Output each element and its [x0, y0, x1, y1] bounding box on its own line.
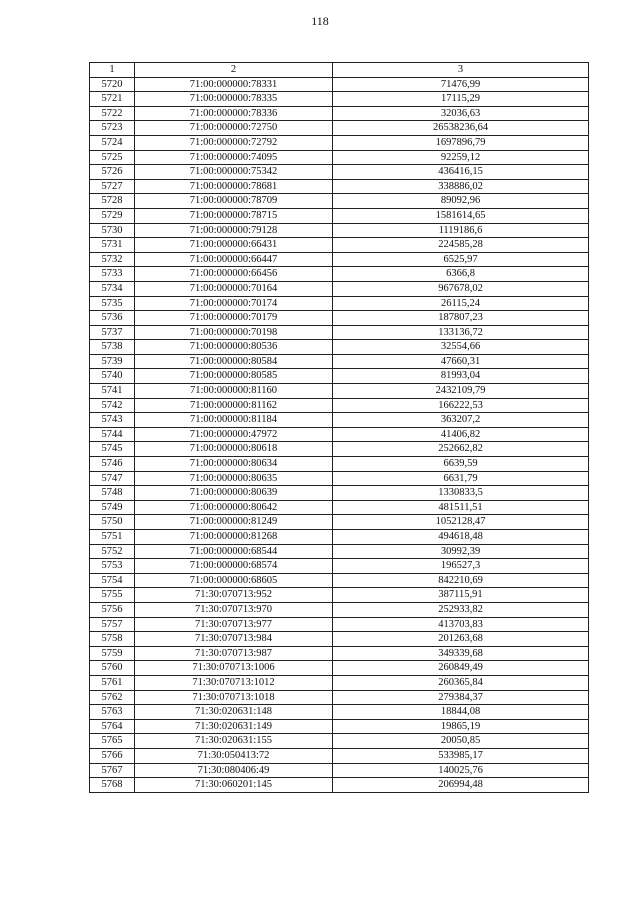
- value-cell: 387115,91: [333, 588, 589, 603]
- row-number-cell: 5768: [90, 778, 135, 793]
- table-row: [90, 223, 589, 238]
- table-row: [90, 705, 589, 720]
- row-number-cell: 5742: [90, 398, 135, 413]
- cadastral-number-cell: 71:00:000000:78709: [135, 194, 333, 209]
- table-row: [90, 208, 589, 223]
- value-cell: 481511,51: [333, 500, 589, 515]
- value-cell: 413703,83: [333, 617, 589, 632]
- value-cell: 260365,84: [333, 675, 589, 690]
- row-number-cell: 5760: [90, 661, 135, 676]
- cadastral-number-cell: 71:00:000000:80584: [135, 354, 333, 369]
- cadastral-number-cell: 71:00:000000:47972: [135, 427, 333, 442]
- table-row: [90, 238, 589, 253]
- cadastral-number-cell: 71:00:000000:80618: [135, 442, 333, 457]
- cadastral-number-cell: 71:30:070713:1012: [135, 675, 333, 690]
- row-number-cell: 5741: [90, 384, 135, 399]
- cadastral-number-cell: 71:00:000000:81160: [135, 384, 333, 399]
- row-number-cell: 5725: [90, 150, 135, 165]
- row-number-cell: 5740: [90, 369, 135, 384]
- value-cell: 1330833,5: [333, 486, 589, 501]
- value-cell: 279384,37: [333, 690, 589, 705]
- table-row: [90, 427, 589, 442]
- table-body: [90, 77, 589, 792]
- table-row: [90, 748, 589, 763]
- value-cell: 533985,17: [333, 748, 589, 763]
- table-row: [90, 92, 589, 107]
- value-cell: 252933,82: [333, 602, 589, 617]
- cadastral-number-cell: 71:00:000000:81184: [135, 413, 333, 428]
- value-cell: 252662,82: [333, 442, 589, 457]
- row-number-cell: 5726: [90, 165, 135, 180]
- table-row: [90, 340, 589, 355]
- table-row: [90, 763, 589, 778]
- table-row: [90, 106, 589, 121]
- value-cell: 349339,68: [333, 646, 589, 661]
- table-row: [90, 734, 589, 749]
- cadastral-number-cell: 71:30:070713:1006: [135, 661, 333, 676]
- table-row: [90, 398, 589, 413]
- value-cell: 30992,39: [333, 544, 589, 559]
- value-cell: 842210,69: [333, 573, 589, 588]
- value-cell: 26538236,64: [333, 121, 589, 136]
- table-row: [90, 442, 589, 457]
- row-number-cell: 5727: [90, 179, 135, 194]
- cadastral-number-cell: 71:00:000000:72792: [135, 135, 333, 150]
- table-row: [90, 369, 589, 384]
- row-number-cell: 5738: [90, 340, 135, 355]
- column-header-1: 1: [90, 63, 135, 78]
- table-row: [90, 646, 589, 661]
- row-number-cell: 5749: [90, 500, 135, 515]
- table-row: [90, 311, 589, 326]
- row-number-cell: 5750: [90, 515, 135, 530]
- row-number-cell: 5763: [90, 705, 135, 720]
- value-cell: 338886,02: [333, 179, 589, 194]
- table-row: [90, 719, 589, 734]
- value-cell: 26115,24: [333, 296, 589, 311]
- table-row: [90, 457, 589, 472]
- table-row: [90, 690, 589, 705]
- value-cell: 17115,29: [333, 92, 589, 107]
- value-cell: 224585,28: [333, 238, 589, 253]
- cadastral-number-cell: 71:30:070713:977: [135, 617, 333, 632]
- cadastral-number-cell: 71:30:070713:952: [135, 588, 333, 603]
- row-number-cell: 5754: [90, 573, 135, 588]
- table-row: [90, 617, 589, 632]
- value-cell: 32554,66: [333, 340, 589, 355]
- row-number-cell: 5751: [90, 530, 135, 545]
- cadastral-number-cell: 71:00:000000:68605: [135, 573, 333, 588]
- row-number-cell: 5721: [90, 92, 135, 107]
- cadastral-number-cell: 71:00:000000:80642: [135, 500, 333, 515]
- value-cell: 201263,68: [333, 632, 589, 647]
- cadastral-number-cell: 71:00:000000:79128: [135, 223, 333, 238]
- row-number-cell: 5762: [90, 690, 135, 705]
- table-row: [90, 354, 589, 369]
- table-row: [90, 530, 589, 545]
- row-number-cell: 5729: [90, 208, 135, 223]
- cadastral-number-cell: 71:00:000000:70179: [135, 311, 333, 326]
- table-row: [90, 602, 589, 617]
- data-table: [89, 62, 589, 793]
- cadastral-number-cell: 71:30:080406:49: [135, 763, 333, 778]
- cadastral-number-cell: 71:00:000000:78715: [135, 208, 333, 223]
- row-number-cell: 5730: [90, 223, 135, 238]
- cadastral-number-cell: 71:00:000000:78336: [135, 106, 333, 121]
- cadastral-number-cell: 71:30:060201:145: [135, 778, 333, 793]
- cadastral-number-cell: 71:30:020631:155: [135, 734, 333, 749]
- cadastral-number-cell: 71:30:050413:72: [135, 748, 333, 763]
- cadastral-number-cell: 71:00:000000:72750: [135, 121, 333, 136]
- row-number-cell: 5723: [90, 121, 135, 136]
- cadastral-number-cell: 71:30:070713:970: [135, 602, 333, 617]
- value-cell: 32036,63: [333, 106, 589, 121]
- row-number-cell: 5764: [90, 719, 135, 734]
- row-number-cell: 5731: [90, 238, 135, 253]
- table-row: [90, 296, 589, 311]
- value-cell: 71476,99: [333, 77, 589, 92]
- cadastral-number-cell: 71:00:000000:66447: [135, 252, 333, 267]
- row-number-cell: 5745: [90, 442, 135, 457]
- cadastral-number-cell: 71:30:070713:1018: [135, 690, 333, 705]
- page-number: 118: [311, 14, 329, 28]
- cadastral-number-cell: 71:00:000000:80634: [135, 457, 333, 472]
- table-row: [90, 267, 589, 282]
- value-cell: 92259,12: [333, 150, 589, 165]
- row-number-cell: 5765: [90, 734, 135, 749]
- row-number-cell: 5756: [90, 602, 135, 617]
- table-row: [90, 165, 589, 180]
- row-number-cell: 5724: [90, 135, 135, 150]
- table-row: [90, 121, 589, 136]
- row-number-cell: 5758: [90, 632, 135, 647]
- cadastral-number-cell: 71:30:020631:148: [135, 705, 333, 720]
- table-row: [90, 471, 589, 486]
- row-number-cell: 5720: [90, 77, 135, 92]
- value-cell: 19865,19: [333, 719, 589, 734]
- value-cell: 196527,3: [333, 559, 589, 574]
- table-row: [90, 559, 589, 574]
- cadastral-number-cell: 71:00:000000:78331: [135, 77, 333, 92]
- cadastral-number-cell: 71:00:000000:81268: [135, 530, 333, 545]
- table-row: [90, 500, 589, 515]
- value-cell: 2432109,79: [333, 384, 589, 399]
- value-cell: 967678,02: [333, 281, 589, 296]
- table-row: [90, 77, 589, 92]
- row-number-cell: 5752: [90, 544, 135, 559]
- value-cell: 1119186,6: [333, 223, 589, 238]
- row-number-cell: 5746: [90, 457, 135, 472]
- table-row: [90, 194, 589, 209]
- value-cell: 6366,8: [333, 267, 589, 282]
- value-cell: 89092,96: [333, 194, 589, 209]
- row-number-cell: 5734: [90, 281, 135, 296]
- value-cell: 140025,76: [333, 763, 589, 778]
- row-number-cell: 5732: [90, 252, 135, 267]
- value-cell: 47660,31: [333, 354, 589, 369]
- value-cell: 20050,85: [333, 734, 589, 749]
- cadastral-number-cell: 71:00:000000:68544: [135, 544, 333, 559]
- table-row: [90, 588, 589, 603]
- row-number-cell: 5722: [90, 106, 135, 121]
- value-cell: 133136,72: [333, 325, 589, 340]
- row-number-cell: 5747: [90, 471, 135, 486]
- value-cell: 6525,97: [333, 252, 589, 267]
- table-row: [90, 325, 589, 340]
- table-row: [90, 544, 589, 559]
- table-row: [90, 135, 589, 150]
- cadastral-number-cell: 71:00:000000:74095: [135, 150, 333, 165]
- value-cell: 6631,79: [333, 471, 589, 486]
- row-number-cell: 5767: [90, 763, 135, 778]
- cadastral-number-cell: 71:00:000000:70198: [135, 325, 333, 340]
- column-header-2: 2: [135, 63, 333, 78]
- table-row: [90, 252, 589, 267]
- row-number-cell: 5743: [90, 413, 135, 428]
- cadastral-number-cell: 71:00:000000:78681: [135, 179, 333, 194]
- cadastral-number-cell: 71:00:000000:70164: [135, 281, 333, 296]
- row-number-cell: 5759: [90, 646, 135, 661]
- value-cell: 260849,49: [333, 661, 589, 676]
- value-cell: 1052128,47: [333, 515, 589, 530]
- row-number-cell: 5728: [90, 194, 135, 209]
- value-cell: 1581614,65: [333, 208, 589, 223]
- value-cell: 41406,82: [333, 427, 589, 442]
- column-header-3: 3: [333, 63, 589, 78]
- cadastral-number-cell: 71:00:000000:80585: [135, 369, 333, 384]
- table-header-row: [90, 63, 589, 78]
- cadastral-number-cell: 71:00:000000:80635: [135, 471, 333, 486]
- cadastral-number-cell: 71:30:070713:984: [135, 632, 333, 647]
- table-row: [90, 778, 589, 793]
- table-row: [90, 150, 589, 165]
- value-cell: 1697896,79: [333, 135, 589, 150]
- row-number-cell: 5735: [90, 296, 135, 311]
- table-row: [90, 573, 589, 588]
- value-cell: 166222,53: [333, 398, 589, 413]
- cadastral-number-cell: 71:30:070713:987: [135, 646, 333, 661]
- cadastral-number-cell: 71:00:000000:68574: [135, 559, 333, 574]
- cadastral-number-cell: 71:00:000000:80536: [135, 340, 333, 355]
- row-number-cell: 5757: [90, 617, 135, 632]
- row-number-cell: 5739: [90, 354, 135, 369]
- row-number-cell: 5753: [90, 559, 135, 574]
- cadastral-number-cell: 71:00:000000:66456: [135, 267, 333, 282]
- row-number-cell: 5733: [90, 267, 135, 282]
- row-number-cell: 5761: [90, 675, 135, 690]
- value-cell: 494618,48: [333, 530, 589, 545]
- cadastral-number-cell: 71:30:020631:149: [135, 719, 333, 734]
- value-cell: 206994,48: [333, 778, 589, 793]
- value-cell: 18844,08: [333, 705, 589, 720]
- row-number-cell: 5744: [90, 427, 135, 442]
- cadastral-number-cell: 71:00:000000:75342: [135, 165, 333, 180]
- cadastral-number-cell: 71:00:000000:80639: [135, 486, 333, 501]
- table-row: [90, 281, 589, 296]
- value-cell: 81993,04: [333, 369, 589, 384]
- table-row: [90, 515, 589, 530]
- cadastral-number-cell: 71:00:000000:78335: [135, 92, 333, 107]
- cadastral-number-cell: 71:00:000000:81249: [135, 515, 333, 530]
- row-number-cell: 5737: [90, 325, 135, 340]
- row-number-cell: 5736: [90, 311, 135, 326]
- value-cell: 187807,23: [333, 311, 589, 326]
- cadastral-number-cell: 71:00:000000:81162: [135, 398, 333, 413]
- value-cell: 363207,2: [333, 413, 589, 428]
- cadastral-number-cell: 71:00:000000:70174: [135, 296, 333, 311]
- table-row: [90, 413, 589, 428]
- table-row: [90, 384, 589, 399]
- cadastral-number-cell: 71:00:000000:66431: [135, 238, 333, 253]
- value-cell: 6639,59: [333, 457, 589, 472]
- row-number-cell: 5748: [90, 486, 135, 501]
- row-number-cell: 5755: [90, 588, 135, 603]
- table-row: [90, 661, 589, 676]
- table-row: [90, 179, 589, 194]
- table-row: [90, 632, 589, 647]
- row-number-cell: 5766: [90, 748, 135, 763]
- table-row: [90, 486, 589, 501]
- value-cell: 436416,15: [333, 165, 589, 180]
- table-row: [90, 675, 589, 690]
